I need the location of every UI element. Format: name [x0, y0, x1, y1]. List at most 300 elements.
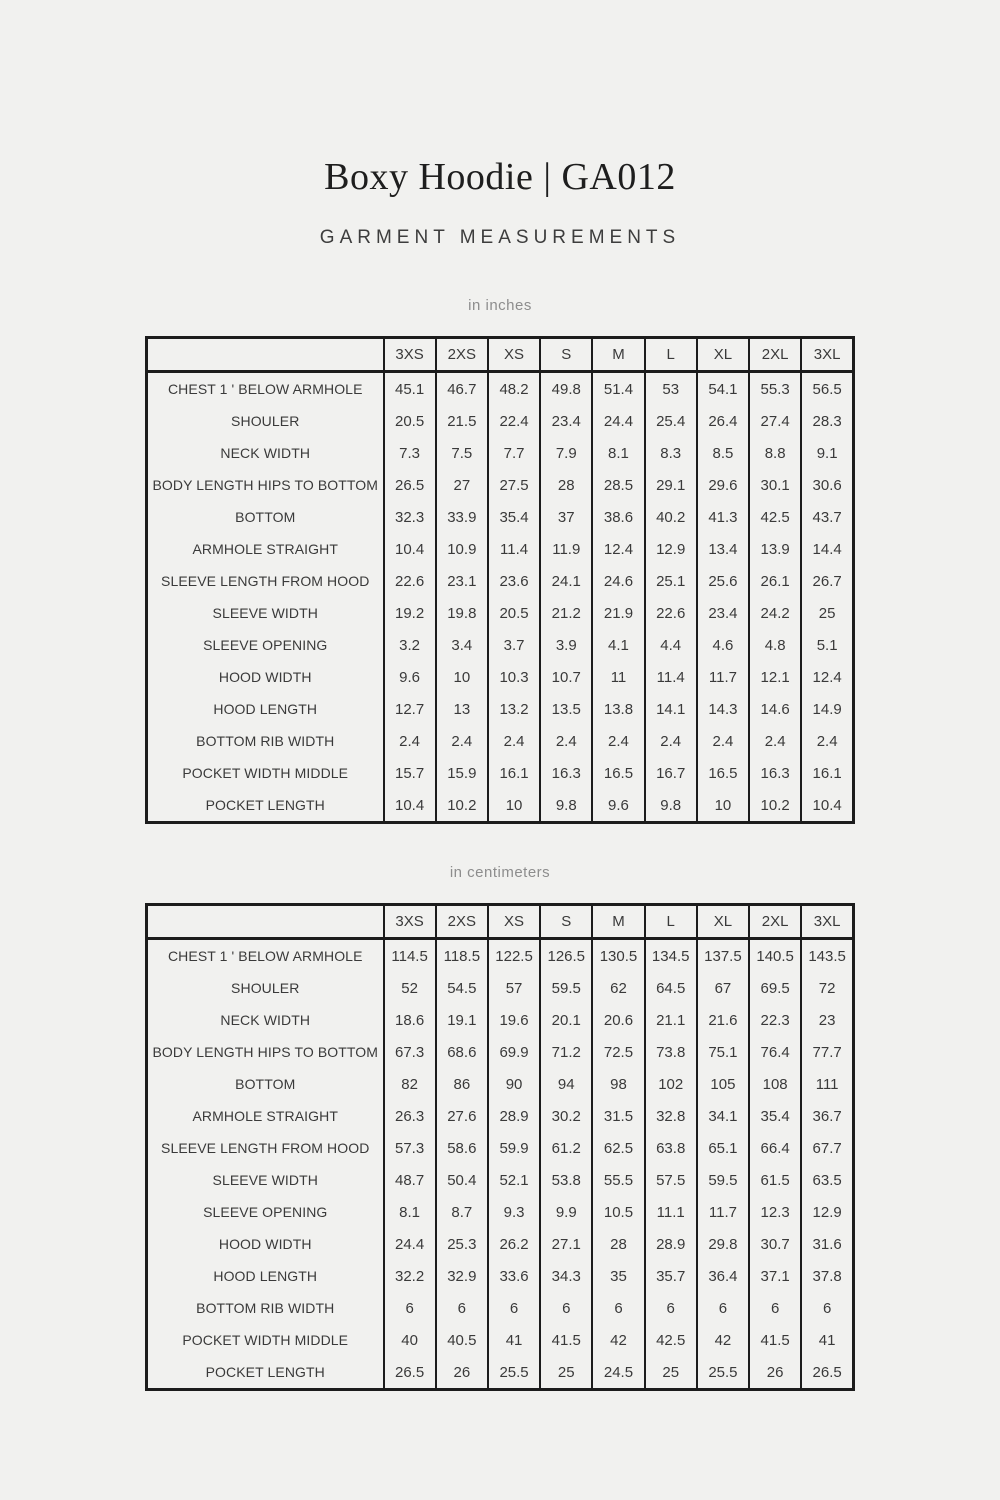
measurement-value: 10.5 [592, 1196, 644, 1228]
header-blank-cell [147, 338, 384, 372]
measurement-value: 86 [436, 1068, 488, 1100]
size-column-header: 2XS [436, 905, 488, 939]
measurement-value: 41.3 [697, 501, 749, 533]
measurement-value: 10.4 [801, 789, 853, 823]
measurement-value: 50.4 [436, 1164, 488, 1196]
measurement-value: 45.1 [384, 372, 436, 406]
measurement-value: 8.3 [645, 437, 697, 469]
measurement-value: 19.2 [384, 597, 436, 629]
measurement-value: 16.3 [540, 757, 592, 789]
measurement-value: 16.7 [645, 757, 697, 789]
measurement-value: 143.5 [801, 939, 853, 973]
measurement-value: 75.1 [697, 1036, 749, 1068]
size-column-header: XS [488, 905, 540, 939]
measurements-table-centimeters [145, 903, 855, 1391]
measurement-value: 22.6 [384, 565, 436, 597]
measurement-value: 57 [488, 972, 540, 1004]
measurement-label: SLEEVE WIDTH [147, 597, 384, 629]
measurement-value: 8.7 [436, 1196, 488, 1228]
unit-label-inches: in inches [468, 297, 532, 314]
measurement-value: 41.5 [540, 1324, 592, 1356]
measurement-value: 6 [540, 1292, 592, 1324]
measurement-value: 30.7 [749, 1228, 801, 1260]
measurement-row [147, 1036, 854, 1068]
measurement-row [147, 661, 854, 693]
measurement-value: 90 [488, 1068, 540, 1100]
measurement-row [147, 725, 854, 757]
measurement-value: 57.3 [384, 1132, 436, 1164]
measurement-value: 59.5 [540, 972, 592, 1004]
measurement-value: 33.6 [488, 1260, 540, 1292]
measurement-value: 9.8 [645, 789, 697, 823]
measurement-label: SHOULER [147, 405, 384, 437]
size-header-row [147, 338, 854, 372]
measurement-value: 13.8 [592, 693, 644, 725]
measurement-value: 12.4 [801, 661, 853, 693]
measurement-row [147, 1356, 854, 1390]
measurement-value: 82 [384, 1068, 436, 1100]
header-blank-cell [147, 905, 384, 939]
measurement-value: 126.5 [540, 939, 592, 973]
measurement-value: 56.5 [801, 372, 853, 406]
measurement-value: 12.4 [592, 533, 644, 565]
measurement-value: 6 [697, 1292, 749, 1324]
measurement-value: 41.5 [749, 1324, 801, 1356]
size-column-header: L [645, 338, 697, 372]
measurement-value: 40.2 [645, 501, 697, 533]
measurement-value: 35.7 [645, 1260, 697, 1292]
measurement-value: 22.6 [645, 597, 697, 629]
measurement-value: 23.4 [697, 597, 749, 629]
measurement-value: 18.6 [384, 1004, 436, 1036]
measurement-value: 69.9 [488, 1036, 540, 1068]
measurement-value: 114.5 [384, 939, 436, 973]
measurement-value: 11.7 [697, 661, 749, 693]
measurement-value: 42 [697, 1324, 749, 1356]
measurement-value: 73.8 [645, 1036, 697, 1068]
measurement-value: 6 [645, 1292, 697, 1324]
size-column-header: 2XL [749, 338, 801, 372]
measurement-value: 36.4 [697, 1260, 749, 1292]
measurement-value: 61.5 [749, 1164, 801, 1196]
measurement-value: 32.2 [384, 1260, 436, 1292]
measurement-value: 27 [436, 469, 488, 501]
measurement-value: 11.9 [540, 533, 592, 565]
measurement-value: 72 [801, 972, 853, 1004]
measurement-value: 3.2 [384, 629, 436, 661]
measurement-label: SLEEVE OPENING [147, 1196, 384, 1228]
measurement-label: BOTTOM RIB WIDTH [147, 1292, 384, 1324]
measurement-label: SLEEVE LENGTH FROM HOOD [147, 565, 384, 597]
measurement-value: 55.5 [592, 1164, 644, 1196]
measurement-value: 10 [436, 661, 488, 693]
measurement-value: 10.4 [384, 533, 436, 565]
measurement-value: 6 [592, 1292, 644, 1324]
measurement-value: 35.4 [749, 1100, 801, 1132]
measurement-value: 20.5 [384, 405, 436, 437]
measurement-value: 23.6 [488, 565, 540, 597]
measurement-value: 43.7 [801, 501, 853, 533]
measurement-value: 6 [436, 1292, 488, 1324]
measurement-value: 20.6 [592, 1004, 644, 1036]
measurement-value: 19.6 [488, 1004, 540, 1036]
measurement-value: 35.4 [488, 501, 540, 533]
measurement-value: 23.4 [540, 405, 592, 437]
measurement-value: 53.8 [540, 1164, 592, 1196]
measurement-value: 69.5 [749, 972, 801, 1004]
measurement-value: 9.6 [384, 661, 436, 693]
measurement-label: POCKET LENGTH [147, 789, 384, 823]
measurement-value: 36.7 [801, 1100, 853, 1132]
measurement-value: 6 [801, 1292, 853, 1324]
measurement-value: 6 [488, 1292, 540, 1324]
measurement-value: 24.5 [592, 1356, 644, 1390]
measurement-value: 10.9 [436, 533, 488, 565]
measurement-value: 105 [697, 1068, 749, 1100]
size-column-header: S [540, 338, 592, 372]
measurement-value: 10.4 [384, 789, 436, 823]
measurement-label: POCKET WIDTH MIDDLE [147, 757, 384, 789]
measurement-row [147, 1164, 854, 1196]
measurement-value: 42.5 [749, 501, 801, 533]
measurement-value: 29.1 [645, 469, 697, 501]
measurement-value: 8.5 [697, 437, 749, 469]
measurement-value: 4.4 [645, 629, 697, 661]
measurement-value: 34.3 [540, 1260, 592, 1292]
size-column-header: XL [697, 338, 749, 372]
measurement-value: 27.5 [488, 469, 540, 501]
measurement-value: 48.2 [488, 372, 540, 406]
measurement-value: 25.5 [697, 1356, 749, 1390]
measurement-value: 2.4 [384, 725, 436, 757]
measurement-value: 9.1 [801, 437, 853, 469]
measurement-value: 25.6 [697, 565, 749, 597]
measurement-label: NECK WIDTH [147, 437, 384, 469]
measurement-value: 2.4 [592, 725, 644, 757]
measurement-value: 58.6 [436, 1132, 488, 1164]
measurement-value: 2.4 [488, 725, 540, 757]
measurement-row [147, 1132, 854, 1164]
measurement-value: 67.7 [801, 1132, 853, 1164]
measurement-value: 67 [697, 972, 749, 1004]
measurement-value: 16.5 [592, 757, 644, 789]
measurement-value: 24.6 [592, 565, 644, 597]
measurement-value: 41 [488, 1324, 540, 1356]
measurement-value: 130.5 [592, 939, 644, 973]
measurement-value: 4.8 [749, 629, 801, 661]
measurement-value: 9.8 [540, 789, 592, 823]
measurement-label: BODY LENGTH HIPS TO BOTTOM [147, 469, 384, 501]
measurement-value: 2.4 [436, 725, 488, 757]
measurement-label: CHEST 1 ' BELOW ARMHOLE [147, 939, 384, 973]
measurement-row [147, 1004, 854, 1036]
measurement-value: 4.6 [697, 629, 749, 661]
measurement-value: 21.5 [436, 405, 488, 437]
measurement-value: 25.5 [488, 1356, 540, 1390]
measurement-value: 37.8 [801, 1260, 853, 1292]
measurement-value: 108 [749, 1068, 801, 1100]
measurement-value: 9.9 [540, 1196, 592, 1228]
measurement-value: 3.4 [436, 629, 488, 661]
measurement-value: 28.3 [801, 405, 853, 437]
measurement-value: 24.2 [749, 597, 801, 629]
size-column-header: M [592, 338, 644, 372]
measurement-value: 34.1 [697, 1100, 749, 1132]
measurement-row [147, 437, 854, 469]
unit-label-centimeters: in centimeters [449, 864, 551, 881]
measurement-value: 37 [540, 501, 592, 533]
measurement-value: 38.6 [592, 501, 644, 533]
measurement-label: BOTTOM [147, 501, 384, 533]
measurement-value: 53 [645, 372, 697, 406]
measurement-value: 37.1 [749, 1260, 801, 1292]
page-title: Boxy Hoodie | GA012 [324, 156, 676, 198]
measurement-value: 28.9 [645, 1228, 697, 1260]
measurement-value: 54.5 [436, 972, 488, 1004]
measurement-value: 27.6 [436, 1100, 488, 1132]
measurement-row [147, 1228, 854, 1260]
measurement-row [147, 1260, 854, 1292]
measurement-value: 32.8 [645, 1100, 697, 1132]
measurement-row [147, 1324, 854, 1356]
measurement-value: 42.5 [645, 1324, 697, 1356]
measurement-value: 32.3 [384, 501, 436, 533]
measurement-value: 26.1 [749, 565, 801, 597]
measurement-value: 13.2 [488, 693, 540, 725]
measurement-value: 68.6 [436, 1036, 488, 1068]
measurement-value: 33.9 [436, 501, 488, 533]
measurement-value: 25.4 [645, 405, 697, 437]
measurement-row [147, 1196, 854, 1228]
measurement-value: 25.3 [436, 1228, 488, 1260]
size-column-header: L [645, 905, 697, 939]
measurement-label: ARMHOLE STRAIGHT [147, 1100, 384, 1132]
measurement-value: 111 [801, 1068, 853, 1100]
measurement-row [147, 972, 854, 1004]
measurement-value: 8.1 [384, 1196, 436, 1228]
measurement-value: 98 [592, 1068, 644, 1100]
measurement-value: 66.4 [749, 1132, 801, 1164]
measurement-value: 94 [540, 1068, 592, 1100]
size-column-header: 3XL [801, 905, 853, 939]
measurement-value: 140.5 [749, 939, 801, 973]
measurement-label: HOOD WIDTH [147, 661, 384, 693]
measurement-value: 28 [592, 1228, 644, 1260]
measurement-value: 8.1 [592, 437, 644, 469]
measurement-value: 7.7 [488, 437, 540, 469]
size-column-header: 3XL [801, 338, 853, 372]
measurement-value: 10.2 [436, 789, 488, 823]
size-column-header: S [540, 905, 592, 939]
measurement-value: 2.4 [645, 725, 697, 757]
measurement-value: 16.3 [749, 757, 801, 789]
measurement-value: 11.7 [697, 1196, 749, 1228]
measurement-value: 30.1 [749, 469, 801, 501]
measurement-value: 19.1 [436, 1004, 488, 1036]
measurement-row [147, 1100, 854, 1132]
measurement-value: 24.4 [384, 1228, 436, 1260]
measurement-value: 12.9 [801, 1196, 853, 1228]
measurement-value: 8.8 [749, 437, 801, 469]
measurement-value: 19.8 [436, 597, 488, 629]
measurement-value: 46.7 [436, 372, 488, 406]
measurement-row [147, 789, 854, 823]
measurement-row [147, 533, 854, 565]
measurement-value: 59.9 [488, 1132, 540, 1164]
measurements-table-inches [145, 336, 855, 824]
measurement-value: 25.1 [645, 565, 697, 597]
measurement-value: 12.9 [645, 533, 697, 565]
measurement-value: 16.1 [801, 757, 853, 789]
measurement-value: 30.2 [540, 1100, 592, 1132]
measurement-value: 122.5 [488, 939, 540, 973]
measurement-value: 26.4 [697, 405, 749, 437]
measurement-label: SHOULER [147, 972, 384, 1004]
measurement-value: 26.5 [384, 469, 436, 501]
measurement-value: 14.6 [749, 693, 801, 725]
measurement-value: 23.1 [436, 565, 488, 597]
measurement-row [147, 405, 854, 437]
measurement-value: 11.4 [488, 533, 540, 565]
measurement-value: 15.7 [384, 757, 436, 789]
measurement-value: 26 [749, 1356, 801, 1390]
measurement-value: 30.6 [801, 469, 853, 501]
measurement-value: 25 [801, 597, 853, 629]
measurement-value: 24.4 [592, 405, 644, 437]
measurement-label: HOOD LENGTH [147, 693, 384, 725]
measurement-value: 11.4 [645, 661, 697, 693]
measurement-value: 20.1 [540, 1004, 592, 1036]
measurement-value: 137.5 [697, 939, 749, 973]
measurement-value: 29.8 [697, 1228, 749, 1260]
measurement-value: 62.5 [592, 1132, 644, 1164]
measurement-row [147, 1068, 854, 1100]
measurement-value: 52.1 [488, 1164, 540, 1196]
measurement-label: BOTTOM [147, 1068, 384, 1100]
measurement-value: 27.1 [540, 1228, 592, 1260]
measurement-row [147, 501, 854, 533]
measurement-value: 10 [697, 789, 749, 823]
measurement-value: 9.3 [488, 1196, 540, 1228]
measurement-value: 40.5 [436, 1324, 488, 1356]
measurement-value: 26.5 [384, 1356, 436, 1390]
measurement-value: 24.1 [540, 565, 592, 597]
measurement-row [147, 1292, 854, 1324]
measurement-row [147, 939, 854, 973]
size-column-header: 3XS [384, 905, 436, 939]
measurement-value: 35 [592, 1260, 644, 1292]
measurement-value: 28.5 [592, 469, 644, 501]
measurement-value: 27.4 [749, 405, 801, 437]
measurement-value: 42 [592, 1324, 644, 1356]
measurement-label: SLEEVE LENGTH FROM HOOD [147, 1132, 384, 1164]
measurement-value: 21.6 [697, 1004, 749, 1036]
measurement-label: NECK WIDTH [147, 1004, 384, 1036]
size-column-header: XS [488, 338, 540, 372]
measurement-label: CHEST 1 ' BELOW ARMHOLE [147, 372, 384, 406]
measurement-value: 10.7 [540, 661, 592, 693]
measurement-value: 21.1 [645, 1004, 697, 1036]
measurement-value: 11 [592, 661, 644, 693]
size-header-row [147, 905, 854, 939]
measurement-value: 14.9 [801, 693, 853, 725]
measurement-value: 22.4 [488, 405, 540, 437]
measurement-value: 12.1 [749, 661, 801, 693]
measurement-value: 49.8 [540, 372, 592, 406]
measurement-row [147, 469, 854, 501]
measurement-value: 2.4 [697, 725, 749, 757]
measurement-value: 7.3 [384, 437, 436, 469]
measurement-value: 6 [749, 1292, 801, 1324]
measurement-value: 28.9 [488, 1100, 540, 1132]
measurement-value: 134.5 [645, 939, 697, 973]
measurement-label: SLEEVE WIDTH [147, 1164, 384, 1196]
measurement-row [147, 629, 854, 661]
measurement-label: HOOD WIDTH [147, 1228, 384, 1260]
measurement-value: 25 [645, 1356, 697, 1390]
measurement-row [147, 757, 854, 789]
measurement-label: POCKET WIDTH MIDDLE [147, 1324, 384, 1356]
measurement-label: POCKET LENGTH [147, 1356, 384, 1390]
measurement-value: 71.2 [540, 1036, 592, 1068]
measurement-value: 14.1 [645, 693, 697, 725]
measurement-label: HOOD LENGTH [147, 1260, 384, 1292]
measurement-value: 55.3 [749, 372, 801, 406]
measurement-value: 2.4 [749, 725, 801, 757]
measurement-value: 14.3 [697, 693, 749, 725]
size-column-header: 3XS [384, 338, 436, 372]
measurement-value: 13.9 [749, 533, 801, 565]
measurement-value: 2.4 [540, 725, 592, 757]
measurement-value: 51.4 [592, 372, 644, 406]
measurement-value: 23 [801, 1004, 853, 1036]
measurement-label: ARMHOLE STRAIGHT [147, 533, 384, 565]
measurement-value: 76.4 [749, 1036, 801, 1068]
measurement-value: 12.3 [749, 1196, 801, 1228]
measurement-value: 25 [540, 1356, 592, 1390]
measurement-label: BODY LENGTH HIPS TO BOTTOM [147, 1036, 384, 1068]
measurement-value: 22.3 [749, 1004, 801, 1036]
measurement-value: 63.8 [645, 1132, 697, 1164]
measurement-value: 31.6 [801, 1228, 853, 1260]
measurement-value: 29.6 [697, 469, 749, 501]
measurement-value: 102 [645, 1068, 697, 1100]
measurement-value: 77.7 [801, 1036, 853, 1068]
measurement-value: 4.1 [592, 629, 644, 661]
measurement-value: 5.1 [801, 629, 853, 661]
measurement-value: 21.2 [540, 597, 592, 629]
measurement-value: 7.9 [540, 437, 592, 469]
measurement-label: SLEEVE OPENING [147, 629, 384, 661]
measurement-value: 15.9 [436, 757, 488, 789]
measurement-value: 63.5 [801, 1164, 853, 1196]
measurement-value: 20.5 [488, 597, 540, 629]
measurement-value: 6 [384, 1292, 436, 1324]
measurement-value: 26 [436, 1356, 488, 1390]
measurement-value: 26.7 [801, 565, 853, 597]
measurement-value: 31.5 [592, 1100, 644, 1132]
measurement-value: 3.7 [488, 629, 540, 661]
measurement-value: 7.5 [436, 437, 488, 469]
measurement-value: 72.5 [592, 1036, 644, 1068]
measurement-row [147, 693, 854, 725]
measurement-value: 26.5 [801, 1356, 853, 1390]
measurement-value: 26.3 [384, 1100, 436, 1132]
measurement-value: 61.2 [540, 1132, 592, 1164]
measurement-value: 64.5 [645, 972, 697, 1004]
measurement-value: 16.5 [697, 757, 749, 789]
measurement-value: 12.7 [384, 693, 436, 725]
